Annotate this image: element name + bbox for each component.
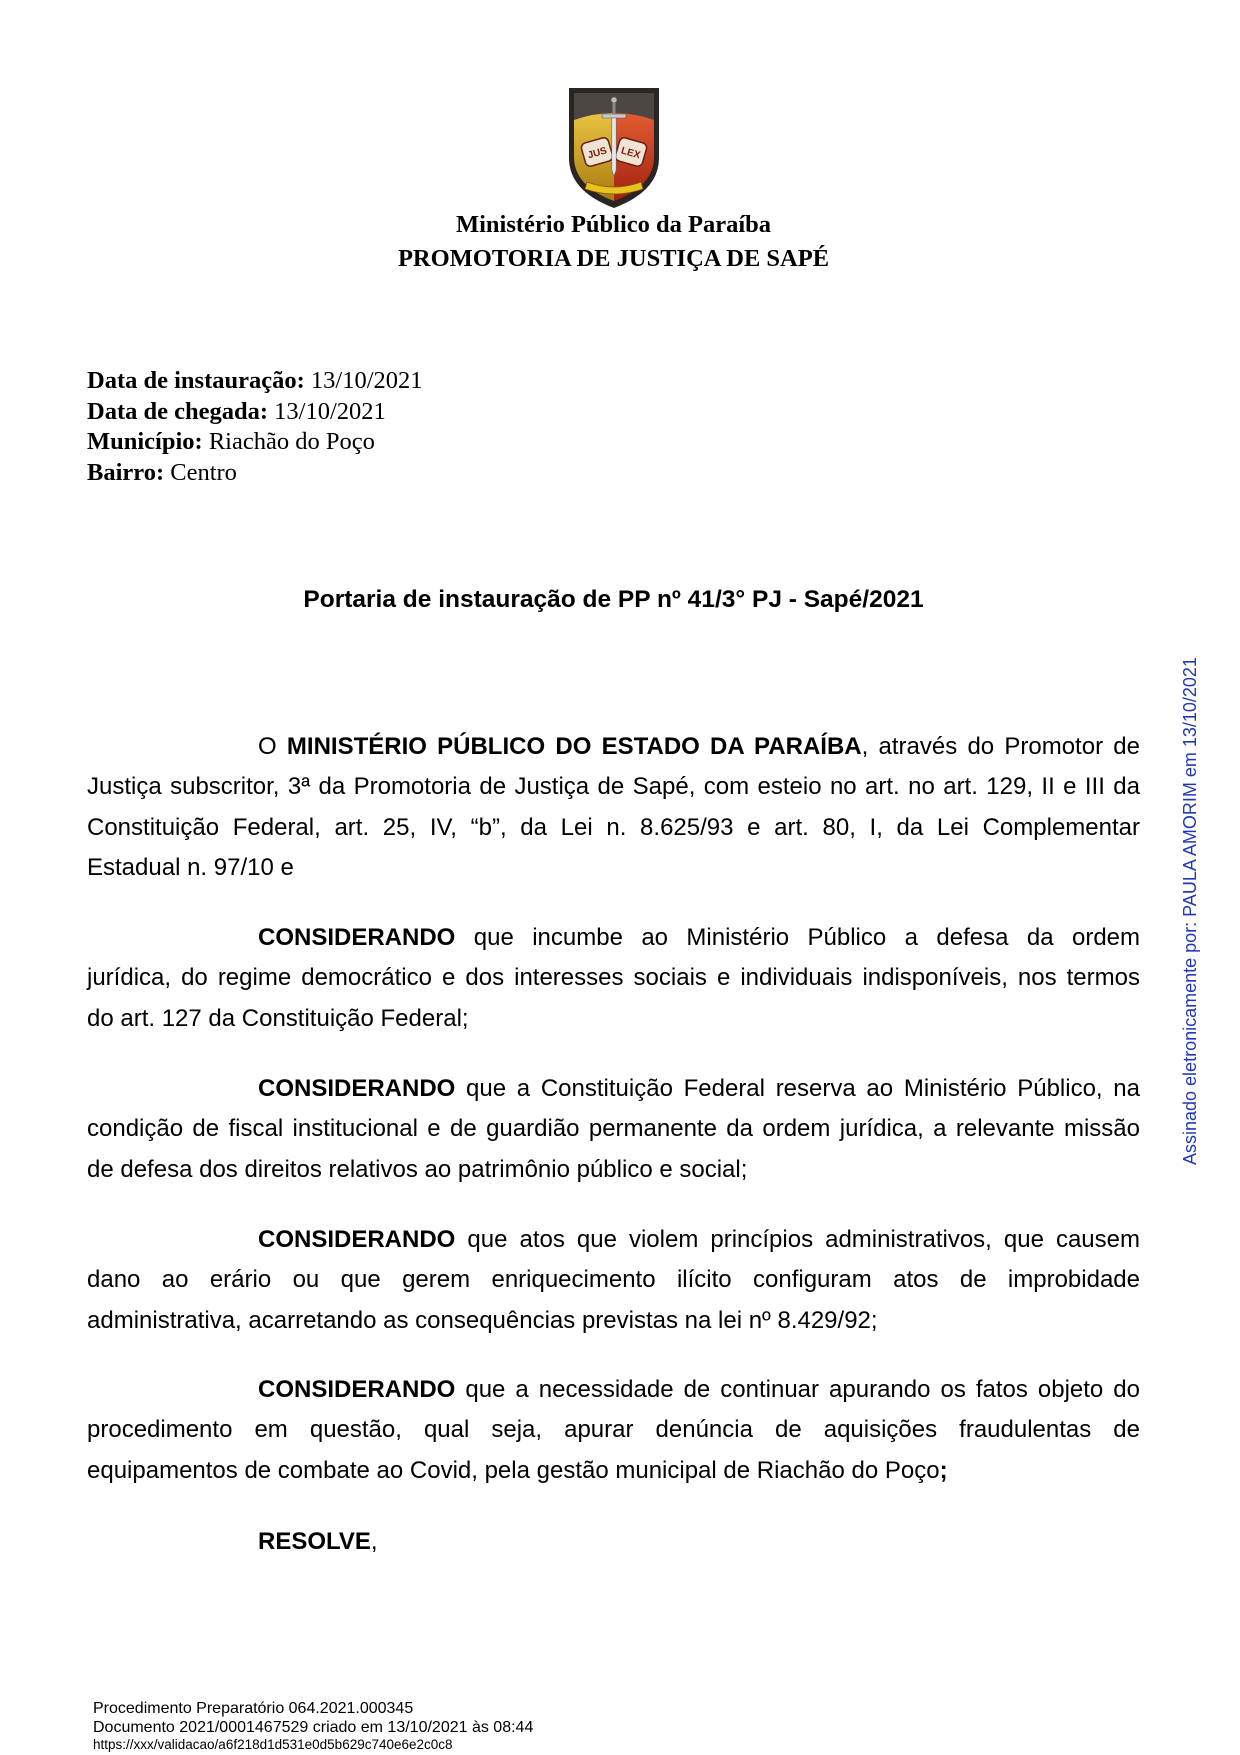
tablet-right-text: LEX [619,145,642,162]
case-info-row [87,458,423,489]
paragraph-line [87,727,1140,767]
paragraph-first-line-tail: que a necessidade de continuar apurando os fatos objeto do [455,1376,1140,1403]
case-info [87,366,423,489]
case-info-value: Riachão do Poço [208,428,375,456]
paragraph-emphasis: CONSIDERANDO [258,924,456,951]
coat-of-arms-icon [567,86,661,210]
document-footer [93,1699,533,1753]
letterhead [87,208,1140,276]
case-info-row [87,427,423,458]
paragraph-first-line-tail: que atos que violem princípios administrativos, que causem [455,1226,1140,1253]
paragraph-line: do art. 127 da Constituição Federal; [87,1004,469,1032]
paragraph-considerando [87,1370,1140,1491]
paragraph-line [87,918,1140,958]
paragraph-line: dano ao erário ou que gerem enriquecimento ilícito configuram atos de improbidade [87,1266,1140,1294]
paragraph-considerando [87,918,1140,1039]
paragraph-considerando [87,1220,1140,1341]
case-info-label: Data de chegada: [87,397,269,425]
document-title: Portaria de instauração de PP nº 41/3° PJ - Sapé/2021 [303,586,924,613]
case-info-row [87,397,423,428]
office-name: PROMOTORIA DE JUSTIÇA DE SAPÉ [397,245,830,272]
paragraph-first-line-tail: , através do Promotor de [861,733,1140,760]
resolve-emphasis: RESOLVE [258,1528,371,1555]
paragraph-line: de defesa dos direitos relativos ao patrimônio público e social; [87,1155,748,1183]
paragraph-line [87,1451,1140,1491]
paragraph-line: procedimento em questão, qual seja, apurar denúncia de aquisições fraudulentas de [87,1416,1140,1444]
paragraph-intro [87,727,1140,888]
paragraph-emphasis: CONSIDERANDO [258,1376,456,1403]
case-info-label: Município: [87,428,203,456]
paragraph-emphasis: CONSIDERANDO [258,1226,456,1253]
paragraph-first-line-tail: que incumbe ao Ministério Público a defesa da ordem [455,924,1140,951]
case-info-value: Centro [170,459,237,487]
paragraph-first-line-tail: que a Constituição Federal reserva ao Ministério Público, na [455,1075,1140,1102]
footer-validation-url: https://xxx/validacao/a6f218d1d531e0d5b629c740e6e2c0c8 [93,1737,453,1752]
case-info-value: 13/10/2021 [310,367,423,394]
paragraph-emphasis: CONSIDERANDO [258,1075,456,1102]
paragraph-considerando [87,1069,1140,1190]
paragraph-closing-mark: ; [939,1456,948,1484]
paragraph-line [87,1069,1140,1109]
paragraph-line [87,1370,1140,1410]
paragraph-line: condição de fiscal institucional e de guardião permanente da ordem jurídica, a relevante missão [87,1115,1140,1143]
case-info-value: 13/10/2021 [274,397,386,425]
footer-procedure: Procedimento Preparatório 064.2021.000345 [93,1700,414,1717]
resolve-tail: , [370,1528,378,1555]
paragraph-line-text: equipamentos de combate ao Covid, pela gestão municipal de Riachão do Poço [87,1456,940,1484]
case-info-label: Data de instauração: [87,367,305,394]
paragraph-line: Constituição Federal, art. 25, IV, “b”, da Lei n. 8.625/93 e art. 80, I, da Lei Complementar [87,813,1140,841]
case-info-row [87,366,423,397]
case-info-label: Bairro: [87,459,165,487]
paragraph-line: administrativa, acarretando as consequências previstas na lei nº 8.429/92; [87,1306,878,1334]
resolve-heading [258,1522,378,1562]
paragraph-line: Justiça subscritor, 3ª da Promotoria de Justiça de Sapé, com esteio no art. no art. 129, II e III da [87,773,1140,801]
tablet-left-text: JUS [586,145,609,162]
paragraph-lead: O [258,733,287,760]
institution-name: Ministério Público da Paraíba [455,211,772,238]
footer-document-id: Documento 2021/0001467529 criado em 13/10/2021 às 08:44 [93,1719,534,1736]
signature-stamp: Assinado eletronicamente por: PAULA AMORIM em 13/10/2021 [1180,657,1200,1165]
paragraph-line: jurídica, do regime democrático e dos interesses sociais e individuais indisponíveis, nos termos [87,964,1140,992]
paragraph-line [87,1220,1140,1260]
paragraph-emphasis: MINISTÉRIO PÚBLICO DO ESTADO DA PARAÍBA [286,733,862,760]
paragraph-line: Estadual n. 97/10 e [87,853,294,881]
